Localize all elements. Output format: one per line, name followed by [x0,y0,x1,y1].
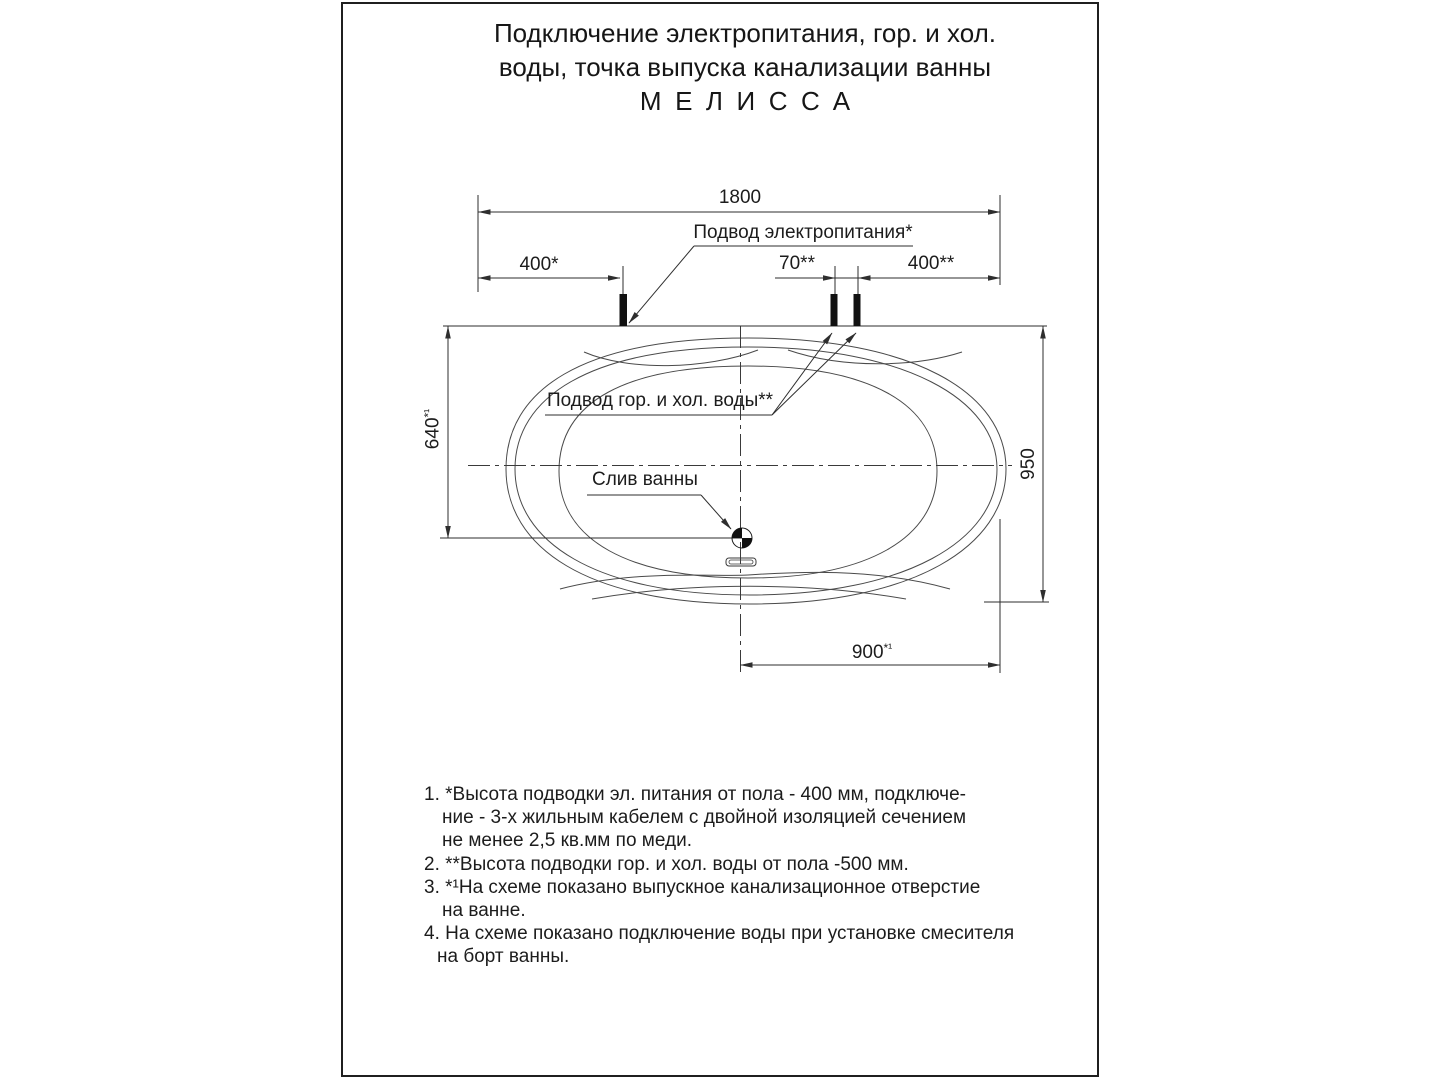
dim-400-water-label: 400** [907,253,955,274]
title-product-name: МЕЛИССА [639,86,864,116]
dim-400-power-label: 400* [519,254,559,275]
tub-bottom-apron-line [592,586,906,599]
water-leader-hot [772,333,832,415]
dim-70-label: 70** [779,253,815,274]
tub-inner-rim [515,347,997,595]
dim-950-label: 950 [1018,448,1039,480]
connection-points [620,294,861,326]
dim-900-value: 900 [851,642,884,663]
dim-640-note-mark: *¹ [421,408,436,418]
power-leader [629,246,694,323]
note-line: не менее 2,5 кв.мм по меди. [442,830,692,852]
water-leader-cold [772,333,856,415]
power-connection-point [620,294,628,326]
dim-640-label [422,409,445,449]
dim-640-value: 640 [422,417,444,450]
notes-block [424,783,1014,969]
centerlines [468,326,1012,672]
dim-900-label [852,641,892,664]
water-callout-label: Подвод гор. и хол. воды** [547,390,774,411]
drawing-title [400,16,1090,118]
dimension-lines [448,212,1043,665]
title-line-1: Подключение электропитания, гор. и хол. [493,18,996,48]
note-line: 4. На схеме показано подключение воды при установке смесителя [424,923,1015,945]
tub-top-left-scallop [584,350,758,366]
title-line-2: воды, точка выпуска канализации ванны [498,52,992,82]
note-line: 3. *¹На схеме показано выпускное канализационное отверстие [424,876,981,898]
dim-900-note-mark: *¹ [883,641,893,655]
note-line: 1. *Высота подводки эл. питания от пола - 400 мм, подключе- [424,784,966,805]
power-callout-label: Подвод электропитания* [693,222,913,243]
drain-quadrant-nw [732,528,742,538]
drain-quadrant-se [742,538,752,548]
note-line: на борт ванны. [437,946,570,968]
dim-1800-label: 1800 [718,187,762,208]
cold-water-connection-point [854,294,861,326]
note-line: ние - 3-х жильным кабелем с двойной изоляцией сечением [442,807,967,829]
note-line: на ванне. [442,900,526,922]
hot-water-connection-point [831,294,838,326]
note-line: 2. **Высота подводки гор. и хол. воды от пола -500 мм. [424,853,909,875]
drain-callout-label: Слив ванны [592,469,698,490]
drain-leader [701,495,731,529]
